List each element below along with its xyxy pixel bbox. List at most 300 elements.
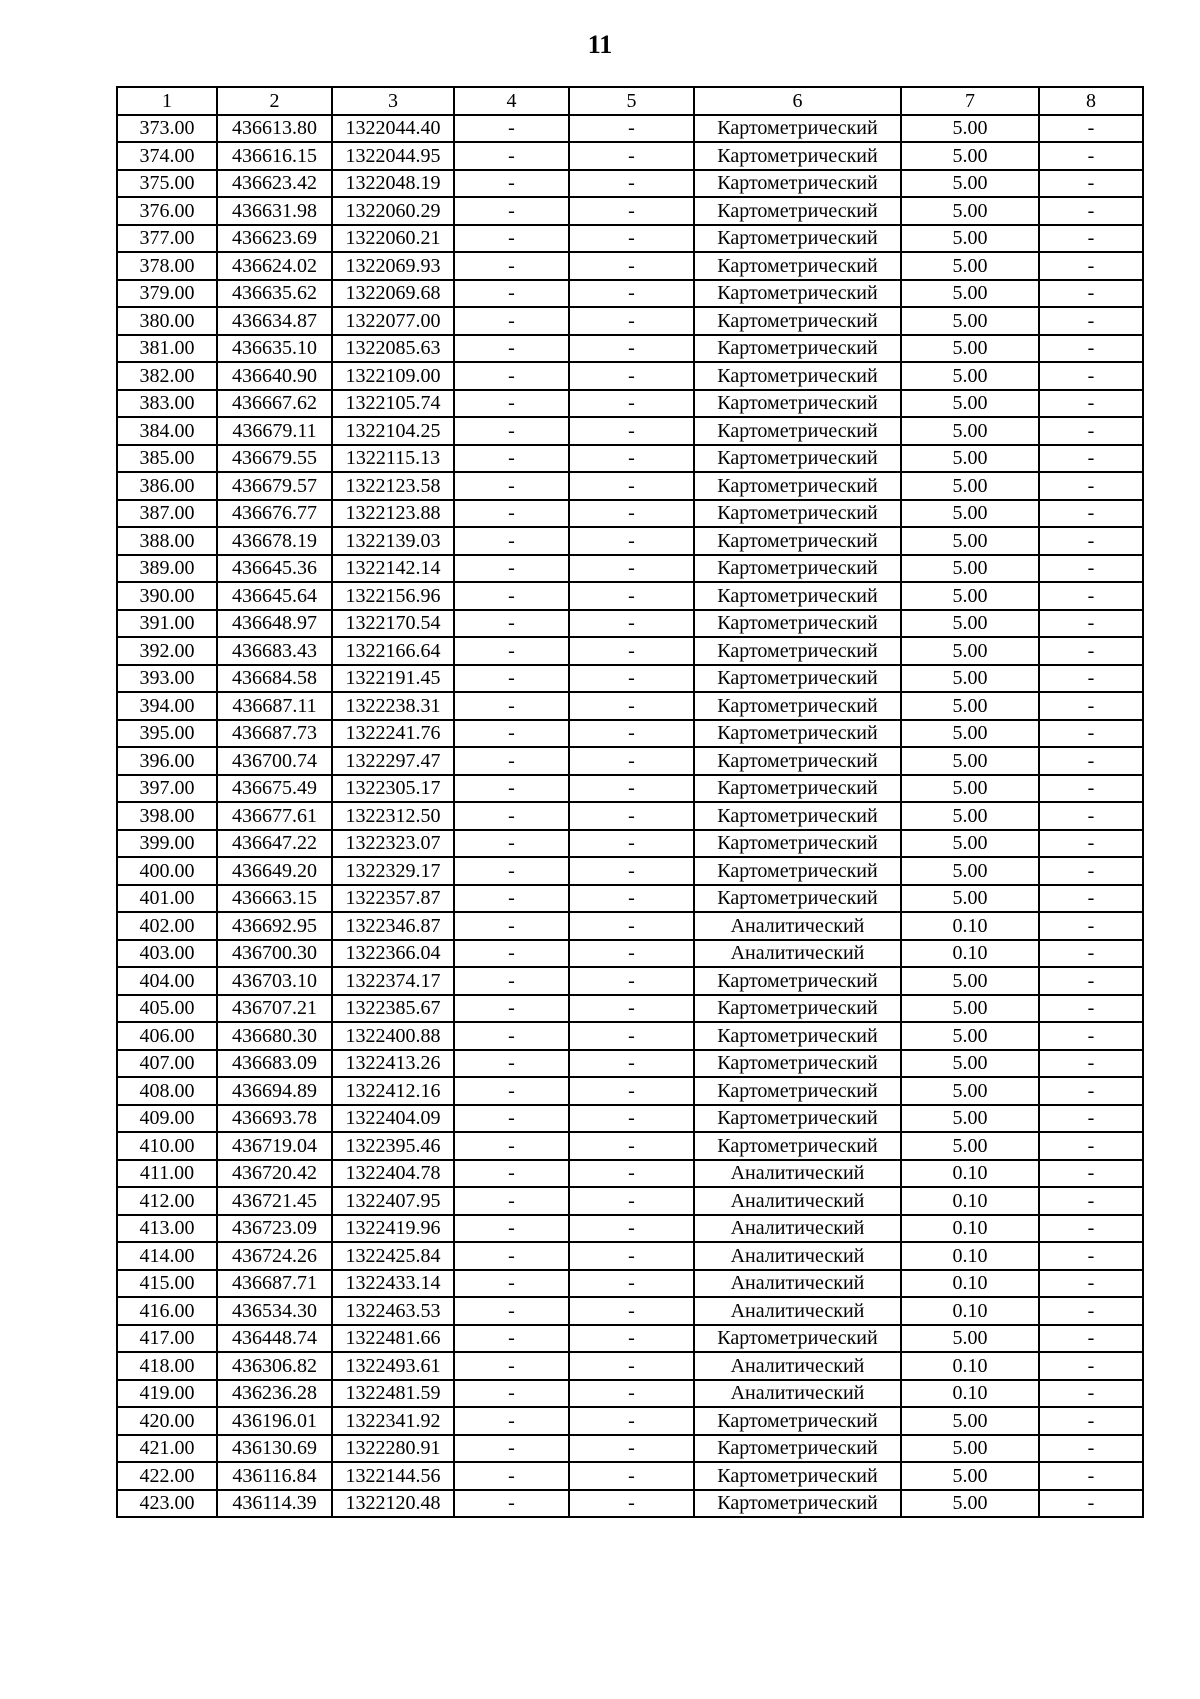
table-row [117, 362, 1143, 390]
table-cell-col-6: Картометрический [694, 115, 901, 143]
table-row [117, 197, 1143, 225]
table-cell-col-6: Аналитический [694, 912, 901, 940]
table-cell-col-1: 403.00 [117, 940, 217, 968]
table-cell-col-1: 412.00 [117, 1187, 217, 1215]
table-cell-col-7: 5.00 [901, 802, 1039, 830]
table-cell-col-5: - [569, 802, 694, 830]
table-cell-col-3: 1322412.16 [332, 1077, 454, 1105]
table-cell-col-8: - [1039, 1022, 1143, 1050]
table-cell-col-4: - [454, 307, 569, 335]
table-cell-col-6: Картометрический [694, 582, 901, 610]
table-cell-col-6: Картометрический [694, 610, 901, 638]
table-cell-col-2: 436645.64 [217, 582, 332, 610]
table-cell-col-2: 436684.58 [217, 665, 332, 693]
table-cell-col-3: 1322312.50 [332, 802, 454, 830]
table-cell-col-5: - [569, 912, 694, 940]
table-cell-col-8: - [1039, 775, 1143, 803]
column-header-2: 2 [217, 87, 332, 115]
table-cell-col-4: - [454, 142, 569, 170]
table-cell-col-8: - [1039, 802, 1143, 830]
table-cell-col-4: - [454, 197, 569, 225]
table-cell-col-2: 436721.45 [217, 1187, 332, 1215]
table-row [117, 417, 1143, 445]
table-cell-col-3: 1322105.74 [332, 390, 454, 418]
table-cell-col-5: - [569, 967, 694, 995]
table-cell-col-1: 396.00 [117, 747, 217, 775]
table-cell-col-3: 1322156.96 [332, 582, 454, 610]
table-cell-col-5: - [569, 1187, 694, 1215]
table-row [117, 940, 1143, 968]
table-cell-col-3: 1322120.48 [332, 1490, 454, 1518]
table-cell-col-3: 1322241.76 [332, 720, 454, 748]
table-row [117, 142, 1143, 170]
table-row [117, 1352, 1143, 1380]
table-cell-col-3: 1322425.84 [332, 1242, 454, 1270]
table-cell-col-8: - [1039, 857, 1143, 885]
table-cell-col-2: 436648.97 [217, 610, 332, 638]
table-cell-col-5: - [569, 1462, 694, 1490]
table-cell-col-8: - [1039, 940, 1143, 968]
table-cell-col-3: 1322463.53 [332, 1297, 454, 1325]
table-cell-col-2: 436678.19 [217, 527, 332, 555]
table-cell-col-4: - [454, 912, 569, 940]
table-cell-col-1: 405.00 [117, 995, 217, 1023]
table-cell-col-8: - [1039, 1132, 1143, 1160]
table-cell-col-5: - [569, 417, 694, 445]
table-cell-col-8: - [1039, 830, 1143, 858]
table-cell-col-8: - [1039, 390, 1143, 418]
table-cell-col-7: 5.00 [901, 830, 1039, 858]
table-row [117, 500, 1143, 528]
table-cell-col-8: - [1039, 1490, 1143, 1518]
table-cell-col-3: 1322433.14 [332, 1270, 454, 1298]
table-cell-col-6: Картометрический [694, 362, 901, 390]
table-cell-col-3: 1322123.58 [332, 472, 454, 500]
table-cell-col-2: 436687.71 [217, 1270, 332, 1298]
table-cell-col-2: 436676.77 [217, 500, 332, 528]
table-cell-col-7: 0.10 [901, 1380, 1039, 1408]
table-cell-col-1: 398.00 [117, 802, 217, 830]
table-cell-col-4: - [454, 802, 569, 830]
table-cell-col-2: 436679.55 [217, 445, 332, 473]
table-cell-col-6: Картометрический [694, 830, 901, 858]
table-row [117, 1050, 1143, 1078]
table-cell-col-2: 436700.74 [217, 747, 332, 775]
table-cell-col-8: - [1039, 1242, 1143, 1270]
table-cell-col-1: 415.00 [117, 1270, 217, 1298]
table-cell-col-2: 436130.69 [217, 1435, 332, 1463]
table-cell-col-1: 381.00 [117, 335, 217, 363]
table-cell-col-6: Картометрический [694, 1022, 901, 1050]
table-row [117, 857, 1143, 885]
table-cell-col-3: 1322144.56 [332, 1462, 454, 1490]
table-row [117, 967, 1143, 995]
table-cell-col-6: Картометрический [694, 665, 901, 693]
table-cell-col-2: 436613.80 [217, 115, 332, 143]
table-cell-col-8: - [1039, 142, 1143, 170]
table-cell-col-1: 394.00 [117, 692, 217, 720]
column-header-5: 5 [569, 87, 694, 115]
table-row [117, 170, 1143, 198]
table-row [117, 1325, 1143, 1353]
table-cell-col-4: - [454, 1352, 569, 1380]
table-row [117, 1215, 1143, 1243]
table-cell-col-6: Картометрический [694, 280, 901, 308]
table-cell-col-3: 1322085.63 [332, 335, 454, 363]
column-header-1: 1 [117, 87, 217, 115]
table-cell-col-7: 5.00 [901, 390, 1039, 418]
table-cell-col-7: 5.00 [901, 885, 1039, 913]
table-cell-col-5: - [569, 1490, 694, 1518]
table-cell-col-7: 5.00 [901, 197, 1039, 225]
table-cell-col-7: 5.00 [901, 610, 1039, 638]
table-cell-col-7: 0.10 [901, 1297, 1039, 1325]
table-cell-col-8: - [1039, 692, 1143, 720]
table-cell-col-1: 417.00 [117, 1325, 217, 1353]
table-cell-col-4: - [454, 472, 569, 500]
table-cell-col-6: Аналитический [694, 940, 901, 968]
table-cell-col-5: - [569, 1242, 694, 1270]
table-cell-col-2: 436723.09 [217, 1215, 332, 1243]
table-cell-col-7: 5.00 [901, 747, 1039, 775]
table-cell-col-2: 436649.20 [217, 857, 332, 885]
table-cell-col-5: - [569, 720, 694, 748]
table-cell-col-3: 1322109.00 [332, 362, 454, 390]
table-cell-col-3: 1322115.13 [332, 445, 454, 473]
table-cell-col-1: 404.00 [117, 967, 217, 995]
table-cell-col-3: 1322191.45 [332, 665, 454, 693]
table-cell-col-5: - [569, 830, 694, 858]
table-cell-col-4: - [454, 170, 569, 198]
table-cell-col-2: 436616.15 [217, 142, 332, 170]
table-cell-col-4: - [454, 1380, 569, 1408]
table-cell-col-7: 5.00 [901, 637, 1039, 665]
table-cell-col-3: 1322280.91 [332, 1435, 454, 1463]
table-cell-col-8: - [1039, 225, 1143, 253]
table-cell-col-8: - [1039, 500, 1143, 528]
table-cell-col-2: 436631.98 [217, 197, 332, 225]
table-cell-col-4: - [454, 775, 569, 803]
table-cell-col-5: - [569, 225, 694, 253]
table-cell-col-7: 0.10 [901, 1270, 1039, 1298]
table-cell-col-7: 5.00 [901, 1077, 1039, 1105]
table-cell-col-8: - [1039, 527, 1143, 555]
table-cell-col-2: 436683.09 [217, 1050, 332, 1078]
table-cell-col-4: - [454, 555, 569, 583]
table-cell-col-5: - [569, 637, 694, 665]
table-cell-col-4: - [454, 1490, 569, 1518]
table-cell-col-2: 436679.11 [217, 417, 332, 445]
table-cell-col-5: - [569, 610, 694, 638]
table-cell-col-1: 414.00 [117, 1242, 217, 1270]
table-cell-col-8: - [1039, 1435, 1143, 1463]
table-row [117, 637, 1143, 665]
table-cell-col-2: 436635.62 [217, 280, 332, 308]
table-cell-col-2: 436680.30 [217, 1022, 332, 1050]
table-row [117, 912, 1143, 940]
table-cell-col-1: 416.00 [117, 1297, 217, 1325]
table-cell-col-7: 0.10 [901, 1215, 1039, 1243]
table-cell-col-3: 1322104.25 [332, 417, 454, 445]
table-cell-col-1: 406.00 [117, 1022, 217, 1050]
table-cell-col-3: 1322044.40 [332, 115, 454, 143]
table-cell-col-2: 436623.69 [217, 225, 332, 253]
table-cell-col-6: Картометрический [694, 170, 901, 198]
table-cell-col-4: - [454, 747, 569, 775]
table-cell-col-4: - [454, 830, 569, 858]
table-cell-col-1: 409.00 [117, 1105, 217, 1133]
table-cell-col-4: - [454, 1215, 569, 1243]
table-cell-col-8: - [1039, 1462, 1143, 1490]
table-cell-col-1: 374.00 [117, 142, 217, 170]
table-row [117, 1407, 1143, 1435]
table-cell-col-2: 436677.61 [217, 802, 332, 830]
table-row [117, 1132, 1143, 1160]
table-cell-col-3: 1322170.54 [332, 610, 454, 638]
table-body [117, 115, 1143, 1518]
table-cell-col-2: 436623.42 [217, 170, 332, 198]
table-cell-col-5: - [569, 335, 694, 363]
table-cell-col-2: 436692.95 [217, 912, 332, 940]
table-cell-col-7: 5.00 [901, 1050, 1039, 1078]
table-row [117, 445, 1143, 473]
table-cell-col-5: - [569, 472, 694, 500]
table-cell-col-3: 1322481.59 [332, 1380, 454, 1408]
table-cell-col-3: 1322407.95 [332, 1187, 454, 1215]
table-row [117, 1160, 1143, 1188]
table-cell-col-1: 419.00 [117, 1380, 217, 1408]
table-cell-col-7: 5.00 [901, 500, 1039, 528]
table-cell-col-6: Картометрический [694, 1050, 901, 1078]
table-cell-col-1: 401.00 [117, 885, 217, 913]
table-cell-col-3: 1322297.47 [332, 747, 454, 775]
table-cell-col-1: 418.00 [117, 1352, 217, 1380]
table-cell-col-7: 5.00 [901, 225, 1039, 253]
table-cell-col-5: - [569, 665, 694, 693]
table-cell-col-1: 384.00 [117, 417, 217, 445]
table-row [117, 555, 1143, 583]
table-cell-col-1: 413.00 [117, 1215, 217, 1243]
table-cell-col-2: 436683.43 [217, 637, 332, 665]
table-cell-col-7: 5.00 [901, 280, 1039, 308]
table-row [117, 1270, 1143, 1298]
table-cell-col-4: - [454, 335, 569, 363]
table-cell-col-7: 5.00 [901, 582, 1039, 610]
table-cell-col-5: - [569, 885, 694, 913]
table-cell-col-7: 5.00 [901, 1490, 1039, 1518]
table-cell-col-1: 393.00 [117, 665, 217, 693]
table-cell-col-6: Картометрический [694, 1462, 901, 1490]
column-header-3: 3 [332, 87, 454, 115]
table-cell-col-6: Аналитический [694, 1215, 901, 1243]
table-cell-col-5: - [569, 775, 694, 803]
table-cell-col-6: Картометрический [694, 720, 901, 748]
table-cell-col-5: - [569, 280, 694, 308]
table-cell-col-4: - [454, 1270, 569, 1298]
table-cell-col-8: - [1039, 1077, 1143, 1105]
table-cell-col-8: - [1039, 335, 1143, 363]
table-cell-col-7: 5.00 [901, 1132, 1039, 1160]
table-cell-col-1: 389.00 [117, 555, 217, 583]
table-cell-col-5: - [569, 445, 694, 473]
table-row [117, 252, 1143, 280]
column-header-6: 6 [694, 87, 901, 115]
table-cell-col-5: - [569, 857, 694, 885]
table-cell-col-2: 436724.26 [217, 1242, 332, 1270]
table-cell-col-3: 1322139.03 [332, 527, 454, 555]
table-cell-col-3: 1322346.87 [332, 912, 454, 940]
table-cell-col-7: 5.00 [901, 527, 1039, 555]
table-cell-col-3: 1322413.26 [332, 1050, 454, 1078]
table-cell-col-5: - [569, 1435, 694, 1463]
table-row [117, 1297, 1143, 1325]
table-cell-col-1: 400.00 [117, 857, 217, 885]
table-cell-col-8: - [1039, 610, 1143, 638]
table-cell-col-2: 436645.36 [217, 555, 332, 583]
table-cell-col-3: 1322044.95 [332, 142, 454, 170]
table-cell-col-1: 376.00 [117, 197, 217, 225]
table-cell-col-4: - [454, 1105, 569, 1133]
table-row [117, 527, 1143, 555]
table-cell-col-5: - [569, 142, 694, 170]
table-cell-col-4: - [454, 390, 569, 418]
table-cell-col-7: 5.00 [901, 967, 1039, 995]
table-cell-col-4: - [454, 362, 569, 390]
table-cell-col-4: - [454, 720, 569, 748]
table-cell-col-6: Картометрический [694, 555, 901, 583]
table-cell-col-4: - [454, 967, 569, 995]
table-cell-col-7: 0.10 [901, 1242, 1039, 1270]
table-cell-col-5: - [569, 527, 694, 555]
table-cell-col-7: 5.00 [901, 142, 1039, 170]
table-cell-col-3: 1322404.09 [332, 1105, 454, 1133]
table-cell-col-8: - [1039, 1325, 1143, 1353]
table-cell-col-8: - [1039, 1105, 1143, 1133]
table-cell-col-2: 436707.21 [217, 995, 332, 1023]
table-cell-col-3: 1322404.78 [332, 1160, 454, 1188]
table-cell-col-1: 379.00 [117, 280, 217, 308]
table-cell-col-1: 407.00 [117, 1050, 217, 1078]
table-cell-col-7: 0.10 [901, 1352, 1039, 1380]
table-cell-col-6: Картометрический [694, 1435, 901, 1463]
table-cell-col-3: 1322060.21 [332, 225, 454, 253]
table-cell-col-4: - [454, 1462, 569, 1490]
table-cell-col-7: 0.10 [901, 1160, 1039, 1188]
table-cell-col-1: 373.00 [117, 115, 217, 143]
table-cell-col-6: Картометрический [694, 1407, 901, 1435]
table-cell-col-7: 5.00 [901, 417, 1039, 445]
table-cell-col-8: - [1039, 582, 1143, 610]
table-cell-col-6: Картометрический [694, 445, 901, 473]
table-cell-col-6: Картометрический [694, 885, 901, 913]
table-cell-col-3: 1322341.92 [332, 1407, 454, 1435]
table-cell-col-2: 436679.57 [217, 472, 332, 500]
table-cell-col-5: - [569, 1407, 694, 1435]
table-cell-col-1: 383.00 [117, 390, 217, 418]
table-cell-col-7: 5.00 [901, 1325, 1039, 1353]
table-cell-col-8: - [1039, 637, 1143, 665]
table-cell-col-3: 1322357.87 [332, 885, 454, 913]
table-cell-col-2: 436703.10 [217, 967, 332, 995]
table-cell-col-4: - [454, 857, 569, 885]
table-row [117, 665, 1143, 693]
table-cell-col-3: 1322374.17 [332, 967, 454, 995]
table-cell-col-1: 388.00 [117, 527, 217, 555]
table-cell-col-6: Картометрический [694, 252, 901, 280]
table-cell-col-1: 378.00 [117, 252, 217, 280]
table-cell-col-8: - [1039, 115, 1143, 143]
table-cell-col-4: - [454, 885, 569, 913]
table-cell-col-8: - [1039, 252, 1143, 280]
table-cell-col-5: - [569, 1050, 694, 1078]
table-cell-col-3: 1322069.93 [332, 252, 454, 280]
table-cell-col-6: Картометрический [694, 637, 901, 665]
table-cell-col-2: 436687.11 [217, 692, 332, 720]
table-cell-col-7: 0.10 [901, 940, 1039, 968]
table-cell-col-7: 5.00 [901, 857, 1039, 885]
table-cell-col-5: - [569, 1352, 694, 1380]
table-cell-col-4: - [454, 1242, 569, 1270]
table-cell-col-2: 436635.10 [217, 335, 332, 363]
table-cell-col-4: - [454, 665, 569, 693]
table-cell-col-3: 1322077.00 [332, 307, 454, 335]
table-cell-col-6: Картометрический [694, 802, 901, 830]
table-cell-col-2: 436694.89 [217, 1077, 332, 1105]
table-cell-col-6: Картометрический [694, 747, 901, 775]
table-cell-col-4: - [454, 940, 569, 968]
table-cell-col-6: Картометрический [694, 225, 901, 253]
table-row [117, 307, 1143, 335]
table-cell-col-6: Картометрический [694, 1132, 901, 1160]
table-cell-col-5: - [569, 390, 694, 418]
table-cell-col-5: - [569, 582, 694, 610]
table-cell-col-8: - [1039, 1270, 1143, 1298]
table-cell-col-4: - [454, 115, 569, 143]
table-cell-col-8: - [1039, 170, 1143, 198]
table-row [117, 720, 1143, 748]
table-cell-col-8: - [1039, 472, 1143, 500]
table-cell-col-5: - [569, 1105, 694, 1133]
table-cell-col-1: 421.00 [117, 1435, 217, 1463]
table-row [117, 830, 1143, 858]
table-cell-col-7: 5.00 [901, 252, 1039, 280]
table-cell-col-6: Картометрический [694, 1325, 901, 1353]
table-cell-col-4: - [454, 637, 569, 665]
column-header-8: 8 [1039, 87, 1143, 115]
table-cell-col-3: 1322481.66 [332, 1325, 454, 1353]
table-cell-col-1: 397.00 [117, 775, 217, 803]
table-cell-col-6: Картометрический [694, 692, 901, 720]
table-cell-col-2: 436634.87 [217, 307, 332, 335]
table-cell-col-3: 1322060.29 [332, 197, 454, 225]
table-row [117, 280, 1143, 308]
table-cell-col-6: Картометрический [694, 1077, 901, 1105]
table-row [117, 1187, 1143, 1215]
table-row [117, 115, 1143, 143]
table-cell-col-8: - [1039, 280, 1143, 308]
table-cell-col-1: 375.00 [117, 170, 217, 198]
table-cell-col-2: 436667.62 [217, 390, 332, 418]
table-cell-col-8: - [1039, 197, 1143, 225]
table-row [117, 472, 1143, 500]
table-cell-col-4: - [454, 1297, 569, 1325]
table-cell-col-6: Аналитический [694, 1380, 901, 1408]
table-cell-col-8: - [1039, 912, 1143, 940]
table-cell-col-8: - [1039, 1407, 1143, 1435]
table-cell-col-2: 436114.39 [217, 1490, 332, 1518]
table-cell-col-3: 1322329.17 [332, 857, 454, 885]
table-cell-col-8: - [1039, 1352, 1143, 1380]
